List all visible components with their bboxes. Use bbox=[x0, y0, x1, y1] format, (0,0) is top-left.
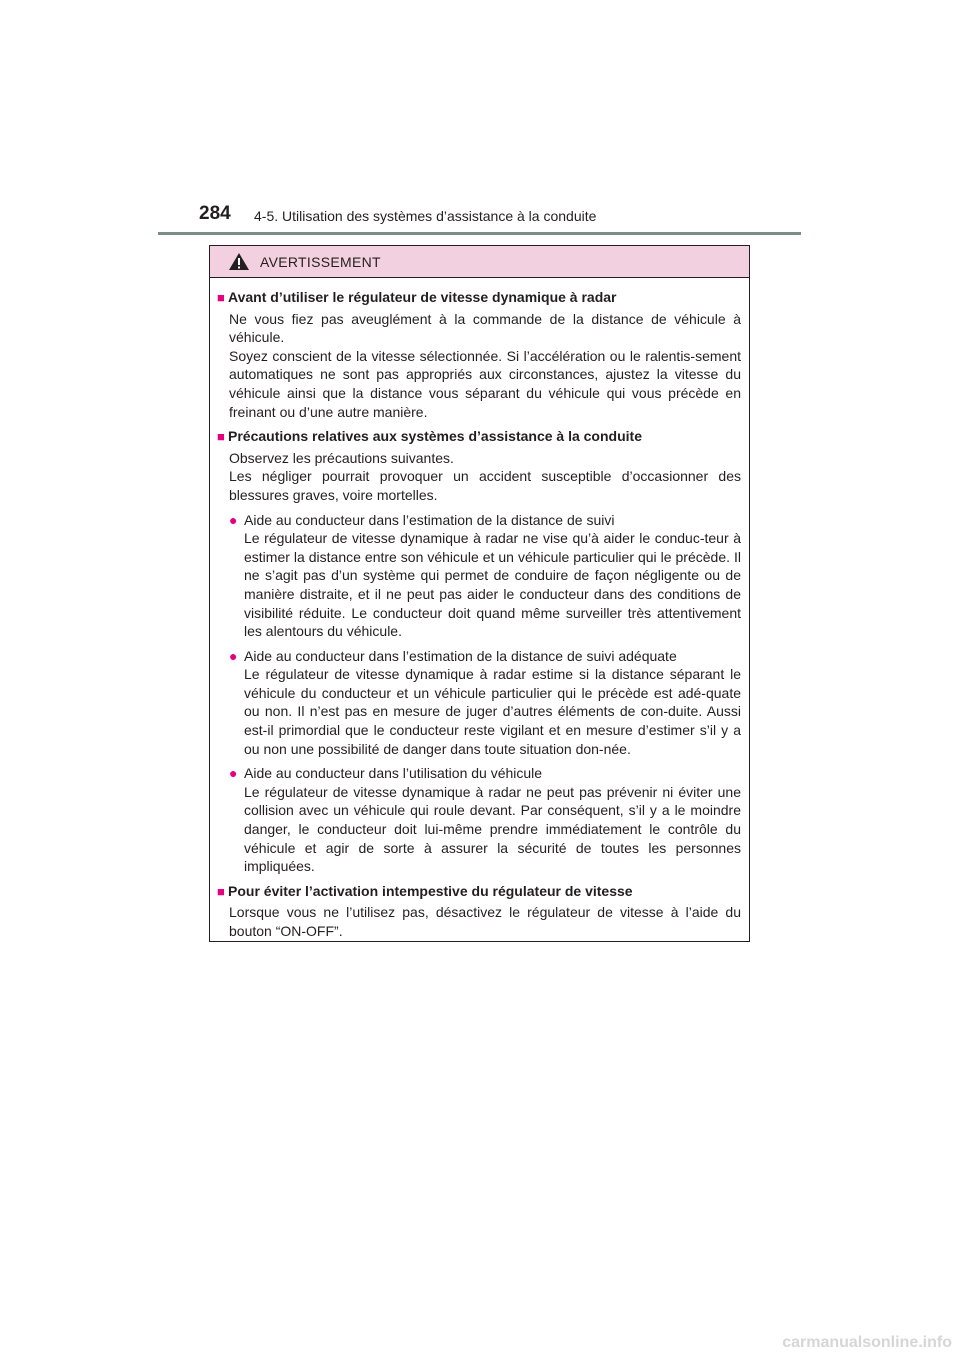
warning-box bbox=[209, 245, 750, 942]
warning-content bbox=[210, 278, 749, 941]
item-title: Aide au conducteur dans l’estimation de la distance de suivi bbox=[244, 511, 615, 528]
section-paragraph: Soyez conscient de la vitesse sélectionnée. Si l’accélération ou le ralentis-sement automatiques ne sont pas appropriés aux circonstances, ajustez la vitesse du véhicule ainsi que la distance vous séparant du véhicule qui vous précède en freinant ou d’une autre manière. bbox=[229, 347, 741, 420]
item-title: Aide au conducteur dans l’utilisation du véhicule bbox=[244, 765, 543, 782]
warning-section bbox=[217, 882, 741, 941]
list-item bbox=[217, 647, 741, 759]
warning-section bbox=[217, 427, 741, 876]
section-paragraph: Ne vous fiez pas aveuglément à la commande de la distance de véhicule à véhicule. bbox=[229, 310, 741, 346]
section-paragraph: Observez les précautions suivantes. bbox=[229, 449, 454, 466]
warning-header bbox=[210, 246, 749, 278]
square-bullet-icon: ■ bbox=[217, 883, 225, 899]
square-bullet-icon: ■ bbox=[217, 429, 225, 445]
section-title: 4-5. Utilisation des systèmes d’assistance à la conduite bbox=[254, 208, 597, 224]
footer-watermark: carmanualsonline.info bbox=[782, 1334, 952, 1351]
item-text: Le régulateur de vitesse dynamique à radar ne vise qu’à aider le conduc-teur à estimer la distance entre son véhicule et un véhicule particulier qui le précède. Il ne s’agit pas d’un système qui permet de conduire de façon négligente ou de manière distraite, et il ne peut pas aider le conducteur dans des conditions de visibilité réduite. Le conducteur doit quand même surveiller très attentivement les alentours du véhicule. bbox=[244, 530, 741, 640]
item-text: Le régulateur de vitesse dynamique à radar estime si la distance séparant le véhicule du conducteur et un véhicule particulier qui le précède est adé-quate ou non. Il n’est pas en mesure de juger d’autres éléments de con-duite. Aussi est-il primordial que le conducteur reste vigilant et en mesure d’estimer s’il y a ou non une possibilité de danger dans toute situation don-née. bbox=[244, 666, 741, 757]
section-heading: Avant d’utiliser le régulateur de vitesse dynamique à radar bbox=[228, 289, 617, 305]
section-paragraph: Lorsque vous ne l’utilisez pas, désactivez le régulateur de vitesse à l’aide du bouton “ON-OFF”. bbox=[229, 904, 741, 939]
warning-section bbox=[217, 288, 741, 421]
header-rule bbox=[158, 232, 801, 235]
item-text: Le régulateur de vitesse dynamique à radar ne peut pas prévenir ni éviter une collision avec un véhicule qui roule devant. Par conséquent, s’il y a le moindre danger, le conducteur doit lui-même prendre immédiatement le contrôle du véhicule et agir de sorte à assurer la sécurité de toutes les personnes impliquées. bbox=[244, 783, 741, 875]
page-number: 284 bbox=[199, 203, 231, 224]
warning-label: AVERTISSEMENT bbox=[260, 253, 381, 270]
round-bullet-icon: ● bbox=[229, 765, 238, 782]
section-paragraph: Les négliger pourrait provoquer un accident susceptible d’occasionner des blessures graves, voire mortelles. bbox=[229, 468, 741, 503]
section-heading: Précautions relatives aux systèmes d’assistance à la conduite bbox=[228, 428, 642, 445]
item-title: Aide au conducteur dans l’estimation de la distance de suivi adéquate bbox=[244, 647, 677, 664]
list-item bbox=[217, 511, 741, 641]
list-item bbox=[217, 764, 741, 876]
section-heading: Pour éviter l’activation intempestive du régulateur de vitesse bbox=[228, 882, 633, 899]
square-bullet-icon: ■ bbox=[217, 290, 225, 305]
round-bullet-icon: ● bbox=[229, 647, 238, 664]
round-bullet-icon: ● bbox=[229, 511, 238, 528]
warning-triangle-icon bbox=[228, 252, 250, 271]
